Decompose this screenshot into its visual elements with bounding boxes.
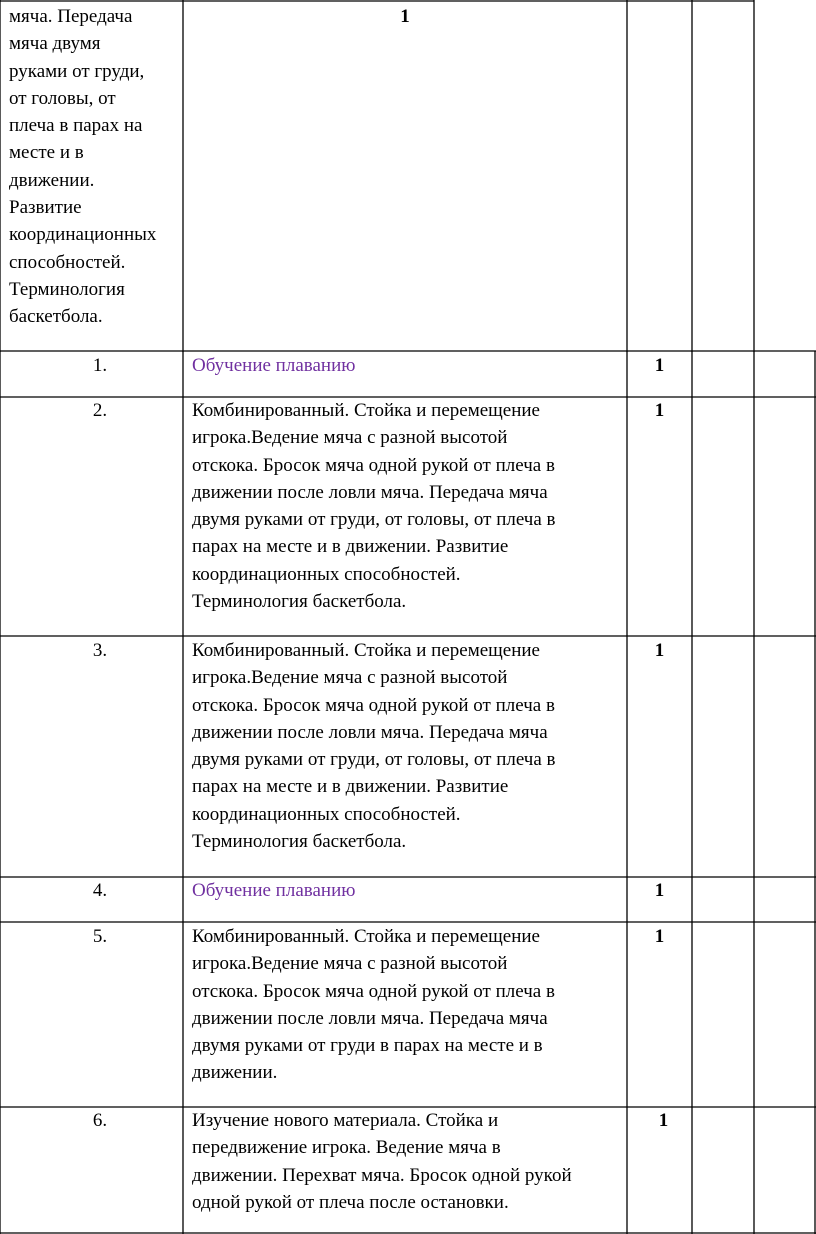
row-topic: Изучение нового материала. Стойка и передвижение игрока. Ведение мяча в движении. Перехват мяча. Бросок одной рукой одной рукой от плеча после остановки. [192, 1110, 572, 1213]
top-row-hours: 1 [400, 6, 410, 27]
row-topic: Комбинированный. Стойка и перемещение игрока.Ведение мяча с разной высотой отскока. Бросок мяча одной рукой от плеча в движении после ловли мяча. Передача мяча двумя руками от груди в парах на месте и в движении. [192, 926, 555, 1084]
row-number: 4. [92, 880, 108, 901]
row-hours: 1 [654, 640, 665, 661]
row-number: 1. [92, 355, 108, 376]
row-topic[interactable]: Обучение плаванию [192, 880, 356, 901]
row-topic: Комбинированный. Стойка и перемещение игрока.Ведение мяча с разной высотой отскока. Бросок мяча одной рукой от плеча в движении после ловли мяча. Передача мяча двумя руками от груди, от головы, от плеча в парах на месте и в движении. Развитие координационных способностей. Терминология баскетбола. [192, 640, 556, 853]
row-hours: 1 [658, 1110, 669, 1131]
row-hours: 1 [654, 400, 665, 421]
row-hours: 1 [654, 926, 665, 947]
row-number: 2. [92, 400, 108, 421]
row-topic: Комбинированный. Стойка и перемещение игрока.Ведение мяча с разной высотой отскока. Бросок мяча одной рукой от плеча в движении после ловли мяча. Передача мяча двумя руками от груди, от головы, от плеча в парах на месте и в движении. Развитие координационных способностей. Терминология баскетбола. [192, 400, 556, 613]
row-hours: 1 [654, 880, 665, 901]
row-number: 6. [92, 1110, 108, 1131]
row-hours: 1 [654, 355, 665, 376]
row-topic[interactable]: Обучение плаванию [192, 355, 356, 376]
row-number: 3. [92, 640, 108, 661]
row-number: 5. [92, 926, 108, 947]
top-row-topic: мяча. Передача мяча двумя руками от груди, от головы, от плеча в парах на месте и в движении. Развитие координационных способностей. Терминология баскетбола. [9, 6, 157, 328]
